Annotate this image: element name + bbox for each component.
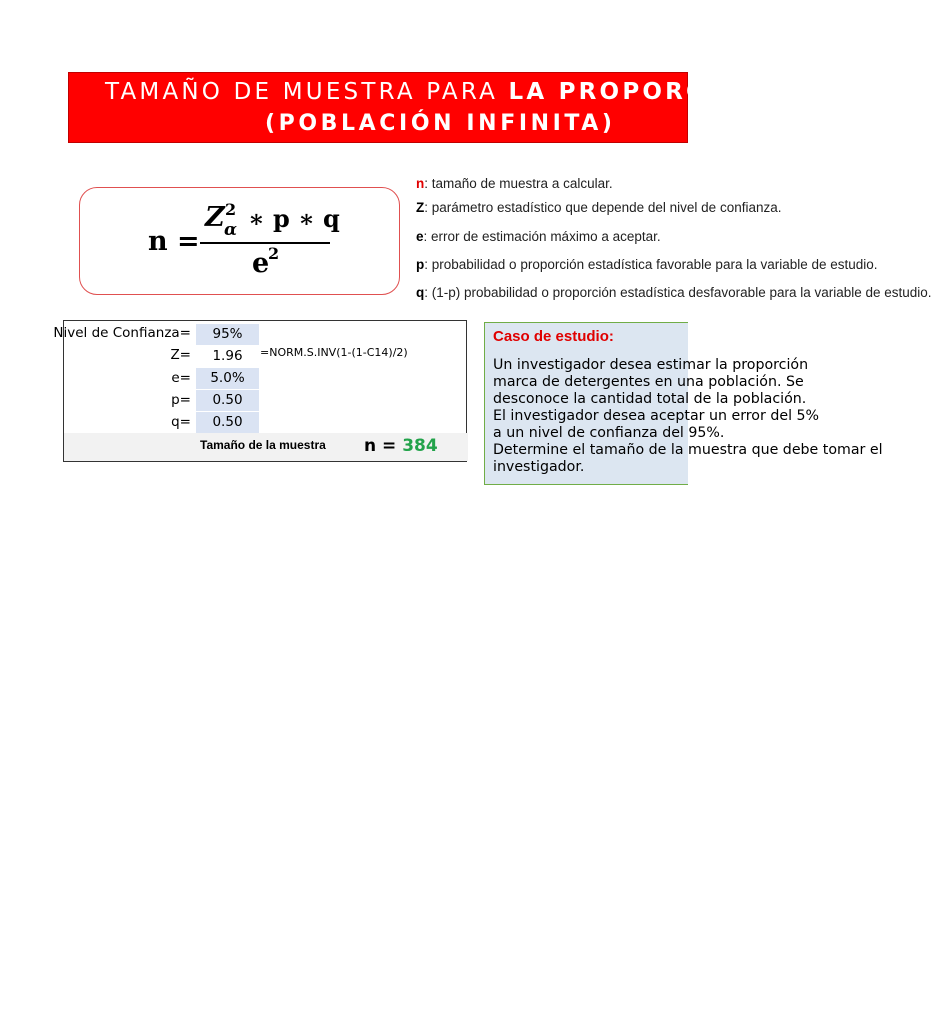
legend-z-key: Z [416, 200, 425, 215]
legend-q-key: q [416, 285, 425, 300]
case-line: marca de detergentes en una población. Se [493, 374, 804, 390]
title-line-2: (POBLACIÓN INFINITA) [265, 111, 616, 136]
formula-denominator: e [252, 248, 270, 279]
case-line: Determine el tamaño de la muestra que debe tomar el [493, 442, 883, 458]
legend-z [416, 200, 782, 215]
case-line: a un nivel de confianza del 95%. [493, 425, 725, 441]
formula-z: Z [205, 202, 225, 233]
legend-q [416, 285, 932, 300]
cell-z[interactable]: 1.96 [196, 346, 259, 367]
label-z: Z= [170, 347, 191, 363]
legend-z-text: : parámetro estadístico que depende del nivel de confianza. [424, 200, 782, 215]
case-line: investigador. [493, 459, 585, 475]
legend-n-key: n [416, 176, 425, 191]
formula-z-sup: 2 [225, 200, 237, 219]
result-value: 384 [402, 436, 438, 456]
case-line: Un investigador desea estimar la proporción [493, 357, 809, 373]
result-prefix: n = [364, 436, 403, 456]
formula-z-sub: α [224, 220, 238, 240]
legend-n [416, 176, 613, 191]
result-label: Tamaño de la muestra [200, 438, 326, 452]
legend-e [416, 229, 661, 244]
legend-n-text: : tamaño de muestra a calcular. [424, 176, 613, 191]
label-e: e= [171, 370, 191, 386]
legend-q-text: : (1-p) probabilidad o proporción estadística desfavorable para la variable de estudio. [424, 285, 932, 300]
title-line-1-normal: TAMAÑO DE MUESTRA PARA [105, 79, 509, 105]
legend-e-text: : error de estimación máximo a aceptar. [423, 229, 661, 244]
cell-q[interactable]: 0.50 [196, 412, 259, 433]
cell-confidence[interactable]: 95% [196, 324, 259, 345]
title-line-1-bold: LA PROPORCIÓN [508, 79, 764, 105]
case-study-body [493, 357, 883, 476]
legend-p-text: : probabilidad o proporción estadística favorable para la variable de estudio. [424, 257, 878, 272]
case-study-box [484, 322, 883, 485]
formula-lhs: n = [148, 226, 200, 257]
cell-e[interactable]: 5.0% [196, 368, 259, 389]
formula-denominator-sup: 2 [268, 244, 280, 263]
case-line: desconoce la cantidad total de la población. [493, 391, 807, 407]
cell-p[interactable]: 0.50 [196, 390, 259, 411]
legend-p-key: p [416, 257, 425, 272]
case-study-title: Caso de estudio: [493, 328, 614, 345]
label-q: q= [171, 414, 191, 430]
legend-e-key: e [416, 229, 424, 244]
formula-numerator-rest: ∗ p ∗ q [248, 204, 340, 233]
z-formula-note: =NORM.S.INV(1-(1-C14)/2) [260, 346, 408, 359]
label-confidence: Nivel de Confianza= [53, 325, 191, 341]
legend-p [416, 257, 878, 272]
calculation-sheet [53, 320, 467, 462]
legend-area [0, 0, 932, 320]
result-n [364, 436, 438, 456]
case-line: El investigador desea aceptar un error del 5% [493, 408, 820, 424]
label-p: p= [171, 392, 191, 408]
